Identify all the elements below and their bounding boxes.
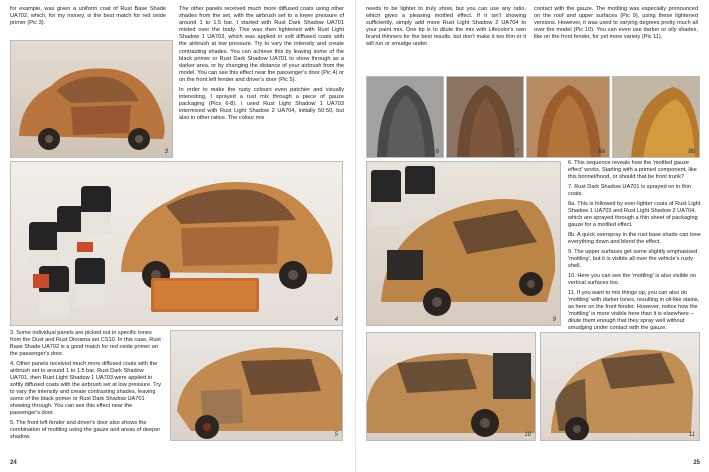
photo-number: 8b — [688, 149, 695, 155]
photo-number: 7 — [515, 149, 519, 155]
body-paragraph: In order to make the rusty colours even patchier and visually interesting, I sprayed a rust mix through a piece of gauze packaging (Pics 6-8). I used Rust Light Shadow 1 UA703 intermixed with Rust Light Shadow 2 UA704, initially 50:50, but also in other ratios. The colour mix — [179, 87, 344, 122]
left-column-2-text — [179, 6, 344, 126]
photo-number: 10 — [524, 432, 531, 438]
photo-8b — [612, 76, 700, 158]
photo-number: 6 — [435, 149, 439, 155]
caption: 8a. This is followed by ever-lighter coats of Rust Light Shadow 1 UA703 and Rust Light Shadow 2 UA704, which are sprayed through a thin sheet of packaging gauze for a mottled effect. — [568, 201, 701, 228]
page-number: 24 — [10, 460, 17, 466]
caption: 8b. A quick overspray in the rust base shade can tone everything down and blend the effect. — [568, 232, 701, 245]
left-captions — [10, 330, 162, 444]
left-page — [0, 0, 354, 472]
photo-number: 4 — [334, 317, 338, 323]
right-captions — [568, 160, 702, 335]
photo-8a — [526, 76, 610, 158]
photo-9 — [366, 161, 561, 326]
photo-11 — [540, 332, 700, 441]
body-paragraph: needs to be lighter to truly show, but you can use any ratio, which gives a pleasing mottled effect. If it isn't showing sufficiently, simply add more Rust Light Shadow 2 UA704 to your paint mix. One tip is to dilute the mix with Lifecolor's own brand thinners for the best results, but don't make it too thin or it will run or smudge under — [366, 6, 526, 48]
caption: 10. Here you can see the 'mottling' is also visible on vertical surfaces too. — [568, 273, 697, 286]
photo-number: 9 — [552, 317, 556, 323]
photo-number: 8a — [598, 149, 605, 155]
right-column-2-text — [534, 6, 698, 44]
photo-4 — [10, 161, 343, 326]
caption: 9. The upper surfaces get some slightly emphasised 'mottling', but it is visible all over the vehicle's rusty shell. — [568, 249, 698, 269]
caption: 5. The front left fender and driver's door also shows the combination of mottling using the gauze and areas of deeper shadow. — [10, 420, 161, 440]
caption: 4. Other panels received much more diffused coats with the airbrush set to around 1 to 1.5 bar. Rust Dark Shadow UA701, then Rust Light Shadow 1 UA703 were applied in softly diffused coats with the airbrush set at low pressure. Try to vary the intensity and create contrasting shades, leaving some of the black primer or Rust Dark Shadow UA701 showing through. You can see this effect near the passenger's door. — [10, 361, 161, 416]
left-column-1-text — [10, 6, 166, 30]
photo-10 — [366, 332, 536, 441]
photo-5 — [170, 330, 343, 441]
caption: 11. If you want to mix things up, you can also do 'mottling' with darker tones, resulting in oil-like stains, as here on the front fender. However, notice how the 'mottling' is more visible here than it is elsewhere – dilute them enough that they spray well without smudging under contact with the gauze. — [568, 290, 700, 331]
caption: 6. This sequence reveals how the 'mottled gauze effect' works. Starting with a primed component, like this bonnet/hood, or should that be front trunk? — [568, 160, 697, 180]
photo-6 — [366, 76, 444, 158]
photo-number: 11 — [688, 432, 695, 438]
caption: 3. Some individual panels are picked out in specific tones from the Dust and Rust Diorama set CS10. In this case, Rust Base Shade UA702 is a good match for red oxide primer on the passenger's door. — [10, 330, 161, 357]
photo-number: 3 — [164, 149, 168, 155]
body-paragraph: The other panels received much more diffused coats using other shades from the set, with the airbrush set to a lower pressure of around 1 to 1.5 bar. I started with Rust Dark Shadow UA701 misted over the body. This was then lightened with Rust Light Shadow 1 UA703, which was applied in soft diffused coats with the airbrush at low pressure. Try to vary the intensity and create contrasting shades. You can achieve this by leaving some of the black primer or Rust Dark Shadow UA701 to show through as a darker area, or by changing the distance of your airbrush from the model. You can see this effect near the passenger's door (Pic 4) or on the front left fender and driver's door (Pic 5). — [179, 6, 344, 83]
caption: 7. Rust Dark Shadow UA701 is sprayed on in thin coats. — [568, 184, 691, 197]
photo-number: 5 — [334, 432, 338, 438]
page-number: 25 — [693, 460, 700, 466]
body-paragraph: contact with the gauze. The mottling was especially pronounced on the roof and upper surfaces (Pic 9), using these lightened versions. However, it was used to varying degrees pretty much all over the model (Pic 10). You can even use darker or oily shades, like on the front fender, for yet more variety (Pic 11). — [534, 6, 698, 41]
right-page — [355, 0, 709, 472]
body-paragraph: for example, was given a uniform coat of Rust Base Shade UA702, which, for my money, is the best match for red oxide primer (Pic 3). — [10, 6, 166, 27]
photo-3 — [10, 40, 173, 158]
photo-7 — [446, 76, 524, 158]
right-column-1-text — [366, 6, 526, 52]
